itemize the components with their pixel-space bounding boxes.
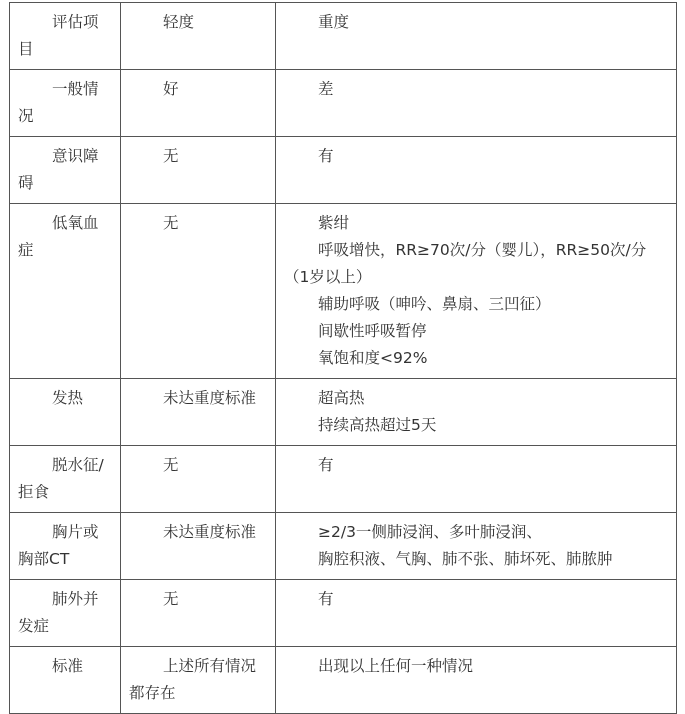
row-severe — [276, 70, 677, 137]
severe-line: 呼吸增快，RR≥70次/分（婴儿），RR≥50次/分（1岁以上） — [284, 241, 647, 286]
table-row — [10, 70, 677, 137]
row-mild: 无 — [121, 204, 276, 379]
table-row — [10, 446, 677, 513]
severe-line: 胸腔积液、气胸、肺不张、肺坏死、肺脓肿 — [318, 550, 613, 568]
table-row — [10, 379, 677, 446]
severe-line: 辅助呼吸（呻吟、鼻扇、三凹征） — [318, 295, 551, 313]
row-mild: 未达重度标准 — [121, 513, 276, 580]
severe-line: 超高热 — [318, 389, 365, 407]
row-item: 发热 — [10, 379, 121, 446]
severe-line: 有 — [318, 456, 334, 474]
row-mild: 好 — [121, 70, 276, 137]
row-item: 标准 — [10, 647, 121, 714]
row-item: 肺外并发症 — [10, 580, 121, 647]
table-row — [10, 137, 677, 204]
row-mild: 无 — [121, 137, 276, 204]
row-mild: 未达重度标准 — [121, 379, 276, 446]
row-severe — [276, 204, 677, 379]
severe-line: 有 — [318, 590, 334, 608]
severe-line: 出现以上任何一种情况 — [318, 657, 474, 675]
row-item: 意识障碍 — [10, 137, 121, 204]
row-severe — [276, 647, 677, 714]
row-mild: 无 — [121, 580, 276, 647]
row-severe — [276, 513, 677, 580]
severe-line: 持续高热超过5天 — [318, 416, 437, 434]
row-item: 低氧血症 — [10, 204, 121, 379]
table-row — [10, 580, 677, 647]
row-item: 脱水征/拒食 — [10, 446, 121, 513]
row-severe — [276, 446, 677, 513]
header-item: 评估项目 — [10, 3, 121, 70]
table-row — [10, 204, 677, 379]
row-mild: 上述所有情况都存在 — [121, 647, 276, 714]
severe-line: 差 — [318, 80, 334, 98]
row-severe — [276, 580, 677, 647]
row-mild: 无 — [121, 446, 276, 513]
row-item: 一般情况 — [10, 70, 121, 137]
header-severe: 重度 — [276, 3, 677, 70]
table-header-row — [10, 3, 677, 70]
severe-line: 间歇性呼吸暂停 — [318, 322, 427, 340]
row-severe — [276, 379, 677, 446]
header-mild: 轻度 — [121, 3, 276, 70]
severe-line: ≥2/3一侧肺浸润、多叶肺浸润、 — [318, 523, 542, 541]
table-row — [10, 647, 677, 714]
severe-line: 有 — [318, 147, 334, 165]
row-item: 胸片或胸部CT — [10, 513, 121, 580]
table-row — [10, 513, 677, 580]
assessment-table — [9, 2, 677, 714]
severe-line: 氧饱和度<92% — [318, 349, 428, 367]
row-severe — [276, 137, 677, 204]
severe-line: 紫绀 — [318, 214, 350, 232]
